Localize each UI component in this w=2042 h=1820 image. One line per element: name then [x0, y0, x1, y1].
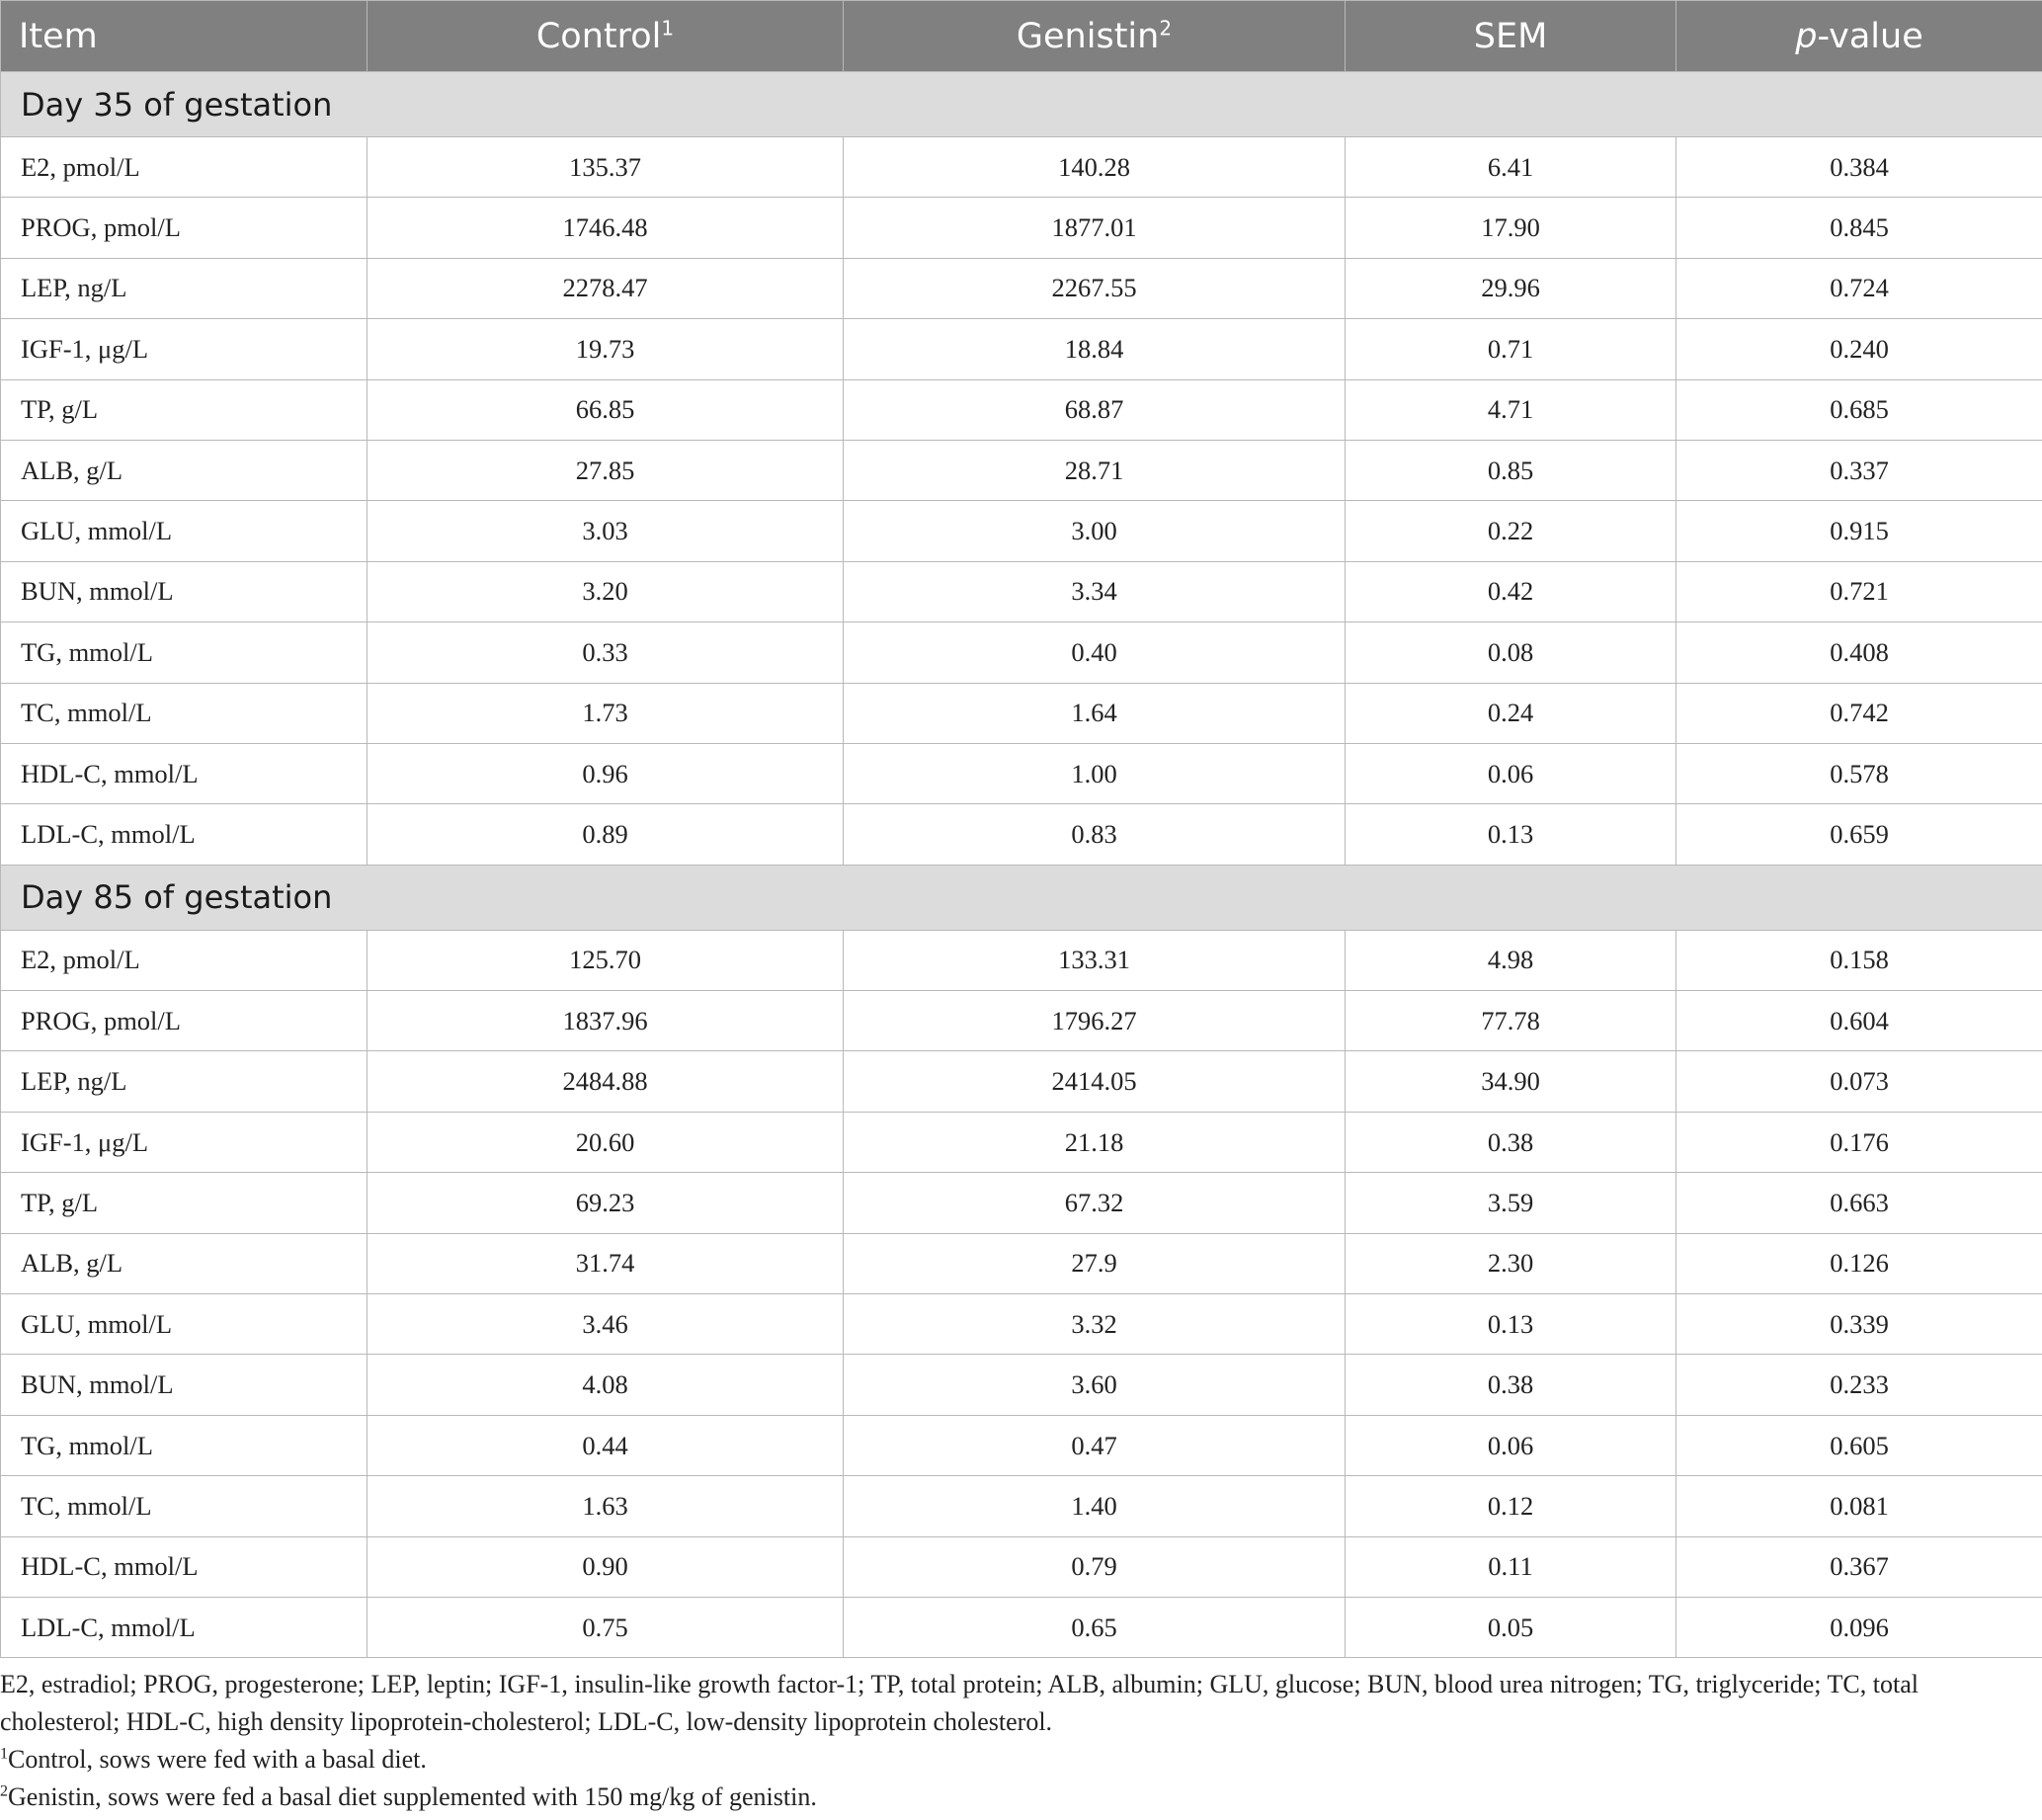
cell-genistin: 0.83	[844, 804, 1346, 865]
table-row	[1, 1294, 2042, 1355]
cell-item: LDL-C, mmol/L	[1, 1597, 368, 1657]
cell-genistin: 0.40	[844, 622, 1346, 683]
header-item-label: Item	[19, 16, 98, 56]
table-row	[1, 991, 2042, 1051]
cell-p-value: 0.367	[1676, 1536, 2042, 1597]
cell-p-value: 0.724	[1676, 258, 2042, 318]
cell-genistin: 2267.55	[844, 258, 1346, 318]
table-body	[1, 72, 2042, 1658]
cell-control: 0.90	[368, 1536, 844, 1597]
cell-control: 1746.48	[368, 198, 844, 258]
header-item	[1, 1, 368, 72]
cell-item: IGF-1, μg/L	[1, 1112, 368, 1172]
cell-item: BUN, mmol/L	[1, 1355, 368, 1415]
cell-p-value: 0.126	[1676, 1233, 2042, 1293]
cell-p-value: 0.096	[1676, 1597, 2042, 1657]
cell-item: TP, g/L	[1, 379, 368, 440]
section-title: Day 85 of gestation	[1, 865, 2042, 930]
cell-item: IGF-1, μg/L	[1, 319, 368, 379]
section-title: Day 35 of gestation	[1, 72, 2042, 137]
cell-p-value: 0.240	[1676, 319, 2042, 379]
cell-control: 69.23	[368, 1173, 844, 1233]
cell-item: HDL-C, mmol/L	[1, 743, 368, 803]
footnote-1-mark: 1	[0, 1745, 8, 1763]
header-genistin-label: Genistin	[1016, 16, 1160, 56]
cell-p-value: 0.081	[1676, 1476, 2042, 1536]
cell-control: 3.20	[368, 561, 844, 621]
cell-sem: 0.71	[1346, 319, 1676, 379]
cell-p-value: 0.073	[1676, 1051, 2042, 1112]
cell-genistin: 18.84	[844, 319, 1346, 379]
cell-sem: 0.13	[1346, 1294, 1676, 1355]
cell-item: E2, pmol/L	[1, 137, 368, 198]
cell-sem: 0.06	[1346, 743, 1676, 803]
table-row	[1, 198, 2042, 258]
header-control	[368, 1, 844, 72]
cell-sem: 4.98	[1346, 930, 1676, 990]
cell-p-value: 0.845	[1676, 198, 2042, 258]
cell-sem: 0.08	[1346, 622, 1676, 683]
cell-genistin: 27.9	[844, 1233, 1346, 1293]
footnote-2-text: Genistin, sows were fed a basal diet supplemented with 150 mg/kg of genistin.	[8, 1782, 817, 1811]
cell-control: 0.44	[368, 1415, 844, 1475]
header-control-label: Control	[535, 16, 662, 56]
footnote-1-text: Control, sows were fed with a basal diet.	[8, 1745, 427, 1774]
cell-sem: 0.24	[1346, 683, 1676, 743]
cell-sem: 29.96	[1346, 258, 1676, 318]
cell-sem: 0.13	[1346, 804, 1676, 865]
footnote-abbreviations: E2, estradiol; PROG, progesterone; LEP, leptin; IGF-1, insulin-like growth factor-1; TP, total protein; ALB, albumin; GLU, glucose; BUN, blood urea nitrogen; TG, triglyceride; TC, total cholesterol; HDL-C, high density lipoprotein-cholesterol; LDL-C, low-density lipoprotein cholesterol.	[0, 1670, 1919, 1736]
cell-genistin: 1796.27	[844, 991, 1346, 1051]
cell-sem: 0.22	[1346, 501, 1676, 561]
cell-control: 0.89	[368, 804, 844, 865]
header-genistin-footnote-mark: 2	[1159, 15, 1173, 40]
cell-p-value: 0.578	[1676, 743, 2042, 803]
cell-item: LEP, ng/L	[1, 258, 368, 318]
table-header	[1, 1, 2042, 72]
table-row	[1, 1597, 2042, 1657]
cell-control: 19.73	[368, 319, 844, 379]
cell-item: HDL-C, mmol/L	[1, 1536, 368, 1597]
cell-sem: 3.59	[1346, 1173, 1676, 1233]
cell-control: 2484.88	[368, 1051, 844, 1112]
cell-control: 1.63	[368, 1476, 844, 1536]
cell-p-value: 0.384	[1676, 137, 2042, 198]
footnotes	[0, 1666, 2025, 1816]
cell-p-value: 0.337	[1676, 440, 2042, 500]
cell-p-value: 0.604	[1676, 991, 2042, 1051]
cell-genistin: 1.00	[844, 743, 1346, 803]
cell-item: ALB, g/L	[1, 440, 368, 500]
cell-control: 20.60	[368, 1112, 844, 1172]
cell-control: 3.03	[368, 501, 844, 561]
table-row	[1, 137, 2042, 198]
cell-item: ALB, g/L	[1, 1233, 368, 1293]
header-sem	[1346, 1, 1676, 72]
table-row	[1, 258, 2042, 318]
table-row	[1, 379, 2042, 440]
table-row	[1, 1051, 2042, 1112]
cell-control: 66.85	[368, 379, 844, 440]
header-p-italic: p	[1795, 16, 1818, 56]
header-genistin	[844, 1, 1346, 72]
cell-control: 0.75	[368, 1597, 844, 1657]
cell-control: 125.70	[368, 930, 844, 990]
cell-control: 27.85	[368, 440, 844, 500]
cell-control: 2278.47	[368, 258, 844, 318]
header-sem-label: SEM	[1473, 16, 1548, 56]
table-row	[1, 561, 2042, 621]
section-row	[1, 865, 2042, 930]
cell-genistin: 21.18	[844, 1112, 1346, 1172]
table-row	[1, 440, 2042, 500]
table-row	[1, 319, 2042, 379]
cell-genistin: 140.28	[844, 137, 1346, 198]
cell-p-value: 0.339	[1676, 1294, 2042, 1355]
cell-p-value: 0.663	[1676, 1173, 2042, 1233]
cell-item: GLU, mmol/L	[1, 501, 368, 561]
cell-control: 4.08	[368, 1355, 844, 1415]
header-control-footnote-mark: 1	[661, 15, 675, 40]
cell-sem: 0.12	[1346, 1476, 1676, 1536]
cell-p-value: 0.721	[1676, 561, 2042, 621]
table-row	[1, 683, 2042, 743]
table-row	[1, 1476, 2042, 1536]
cell-genistin: 1877.01	[844, 198, 1346, 258]
cell-control: 135.37	[368, 137, 844, 198]
cell-item: E2, pmol/L	[1, 930, 368, 990]
cell-genistin: 3.60	[844, 1355, 1346, 1415]
section-row	[1, 72, 2042, 137]
table-row	[1, 1355, 2042, 1415]
cell-genistin: 67.32	[844, 1173, 1346, 1233]
cell-sem: 2.30	[1346, 1233, 1676, 1293]
table-row	[1, 930, 2042, 990]
cell-p-value: 0.408	[1676, 622, 2042, 683]
cell-genistin: 0.79	[844, 1536, 1346, 1597]
cell-sem: 0.85	[1346, 440, 1676, 500]
cell-item: LDL-C, mmol/L	[1, 804, 368, 865]
cell-control: 3.46	[368, 1294, 844, 1355]
cell-genistin: 3.00	[844, 501, 1346, 561]
cell-p-value: 0.685	[1676, 379, 2042, 440]
cell-p-value: 0.915	[1676, 501, 2042, 561]
cell-sem: 0.06	[1346, 1415, 1676, 1475]
cell-sem: 0.42	[1346, 561, 1676, 621]
cell-item: LEP, ng/L	[1, 1051, 368, 1112]
cell-p-value: 0.659	[1676, 804, 2042, 865]
cell-genistin: 3.32	[844, 1294, 1346, 1355]
cell-genistin: 68.87	[844, 379, 1346, 440]
cell-sem: 77.78	[1346, 991, 1676, 1051]
cell-sem: 0.05	[1346, 1597, 1676, 1657]
table-row	[1, 1173, 2042, 1233]
cell-item: TG, mmol/L	[1, 1415, 368, 1475]
header-p-rest: -value	[1817, 16, 1923, 56]
cell-p-value: 0.605	[1676, 1415, 2042, 1475]
table-row	[1, 1415, 2042, 1475]
cell-sem: 17.90	[1346, 198, 1676, 258]
cell-control: 1.73	[368, 683, 844, 743]
table-row	[1, 1233, 2042, 1293]
header-row	[1, 1, 2042, 72]
cell-item: TC, mmol/L	[1, 1476, 368, 1536]
cell-item: GLU, mmol/L	[1, 1294, 368, 1355]
cell-item: PROG, pmol/L	[1, 991, 368, 1051]
cell-item: TC, mmol/L	[1, 683, 368, 743]
footnote-2	[0, 1779, 2025, 1816]
cell-genistin: 28.71	[844, 440, 1346, 500]
table-row	[1, 804, 2042, 865]
cell-control: 0.33	[368, 622, 844, 683]
cell-genistin: 133.31	[844, 930, 1346, 990]
cell-genistin: 3.34	[844, 561, 1346, 621]
cell-p-value: 0.158	[1676, 930, 2042, 990]
table-row	[1, 622, 2042, 683]
footnote-1	[0, 1741, 2025, 1779]
cell-sem: 0.38	[1346, 1112, 1676, 1172]
cell-genistin: 2414.05	[844, 1051, 1346, 1112]
cell-item: BUN, mmol/L	[1, 561, 368, 621]
cell-item: TG, mmol/L	[1, 622, 368, 683]
cell-sem: 6.41	[1346, 137, 1676, 198]
cell-control: 31.74	[368, 1233, 844, 1293]
cell-sem: 0.38	[1346, 1355, 1676, 1415]
cell-sem: 34.90	[1346, 1051, 1676, 1112]
cell-control: 0.96	[368, 743, 844, 803]
table-row	[1, 743, 2042, 803]
cell-control: 1837.96	[368, 991, 844, 1051]
cell-item: TP, g/L	[1, 1173, 368, 1233]
table-row	[1, 1112, 2042, 1172]
table-row	[1, 1536, 2042, 1597]
header-p-value	[1676, 1, 2042, 72]
cell-sem: 0.11	[1346, 1536, 1676, 1597]
cell-p-value: 0.176	[1676, 1112, 2042, 1172]
cell-sem: 4.71	[1346, 379, 1676, 440]
cell-genistin: 0.47	[844, 1415, 1346, 1475]
footnote-2-mark: 2	[0, 1782, 8, 1800]
cell-p-value: 0.742	[1676, 683, 2042, 743]
cell-p-value: 0.233	[1676, 1355, 2042, 1415]
cell-genistin: 1.64	[844, 683, 1346, 743]
cell-genistin: 0.65	[844, 1597, 1346, 1657]
cell-item: PROG, pmol/L	[1, 198, 368, 258]
table-row	[1, 501, 2042, 561]
cell-genistin: 1.40	[844, 1476, 1346, 1536]
